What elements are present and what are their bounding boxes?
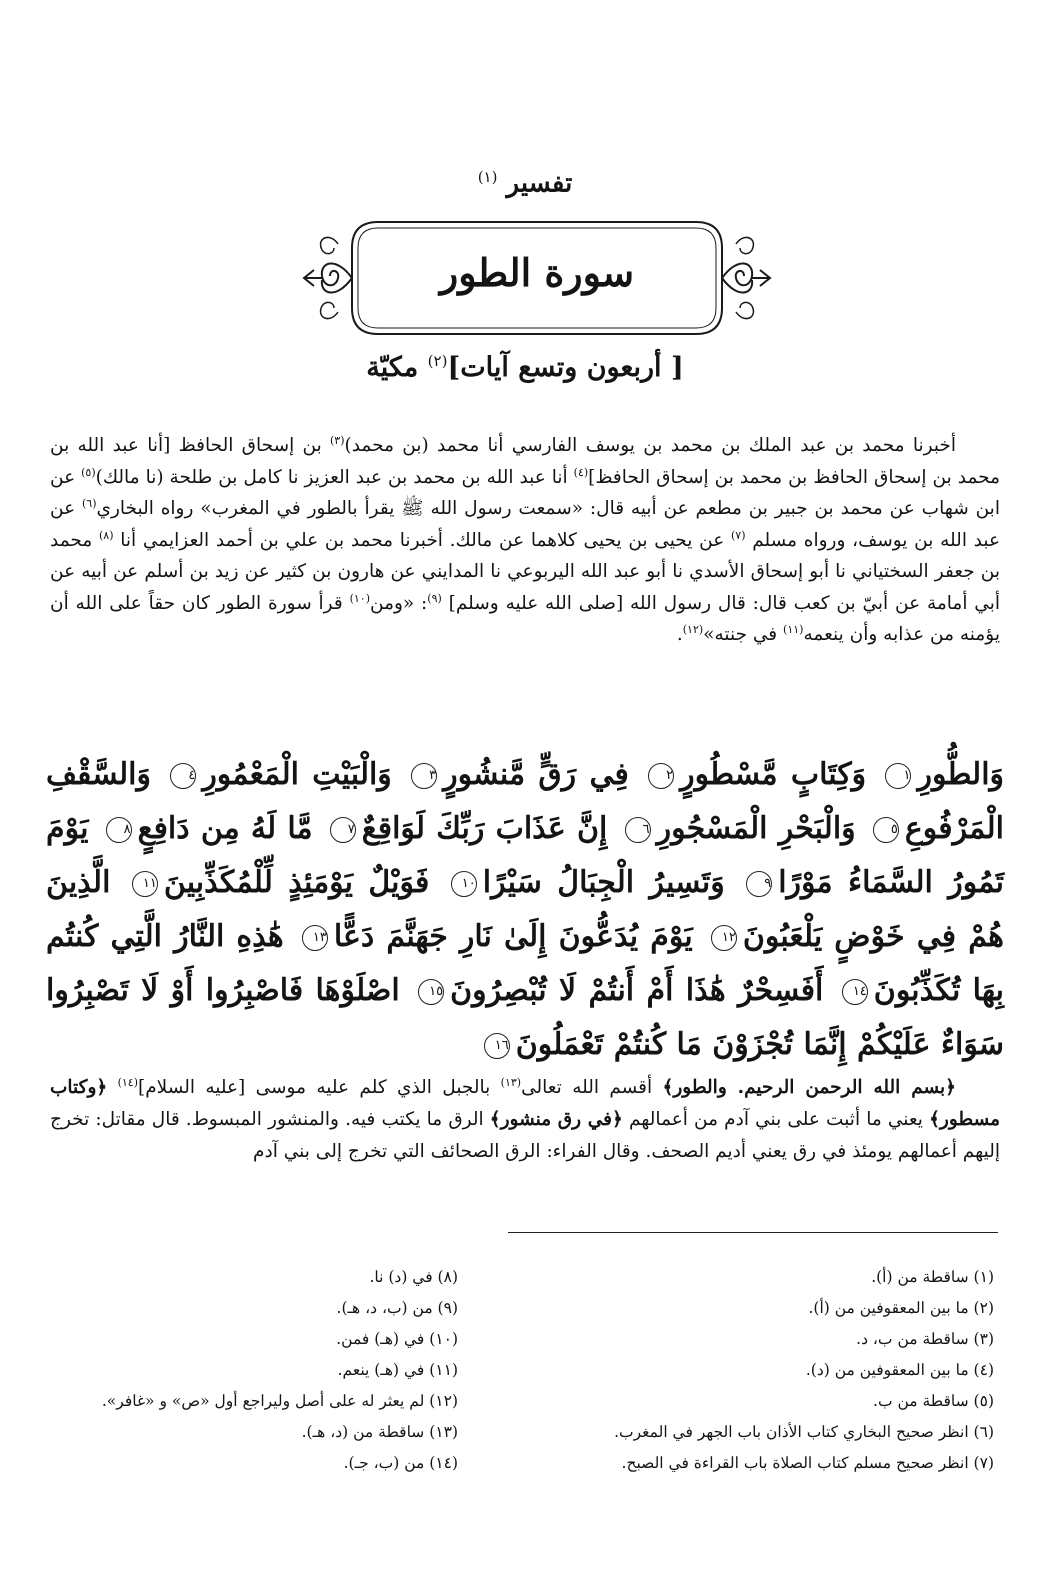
verse-text: وَكِتَابٍ مَّسْطُورٍ bbox=[680, 757, 867, 792]
verse-number-marker: ٤ bbox=[170, 763, 196, 789]
intro-text: أخبرنا محمد بن عبد الملك بن محمد بن يوسف الفارسي أنا محمد (بن محمد) bbox=[344, 435, 956, 456]
footnote-item: (٢) ما بين المعقوفين من (أ). bbox=[808, 1299, 994, 1317]
footnote-separator bbox=[508, 1232, 998, 1233]
commentary-paragraph bbox=[50, 1072, 1000, 1168]
intro-text: عن يحيى بن يحيى كلاهما عن مالك. أخبرنا محمد بن علي بن أحمد العزايمي أنا bbox=[113, 529, 731, 551]
footnote-item: (١٢) لم يعثر له على أصل وليراجع أول «ص» و «غافر». bbox=[101, 1392, 458, 1410]
footnote-item: (٥) ساقطة من ب. bbox=[873, 1392, 994, 1410]
tafsir-heading-text: تفسير bbox=[506, 168, 573, 199]
verse-number-marker: ١٥ bbox=[418, 979, 444, 1005]
footnote-ref: (١١) bbox=[783, 622, 804, 636]
verse-text: إِنَّ عَذَابَ رَبِّكَ لَوَاقِعٌ bbox=[361, 811, 608, 846]
intro-text: في جنته» bbox=[703, 624, 784, 645]
tafsir-heading-note: (١) bbox=[477, 168, 498, 186]
verse-number-marker: ١٦ bbox=[484, 1033, 510, 1059]
commentary-text: أقسم الله تعالى bbox=[521, 1077, 663, 1098]
verse-number-marker: ١٢ bbox=[711, 925, 737, 951]
footnote-ref: (١٤) bbox=[117, 1075, 139, 1089]
tafsir-heading bbox=[0, 168, 1050, 199]
verse-number-marker: ١٤ bbox=[842, 979, 868, 1005]
commentary-text: يعني ما أثبت على بني آدم من أعمالهم bbox=[622, 1109, 930, 1130]
footnote-ref: (٣) bbox=[329, 433, 345, 447]
verse-number-marker: ٨ bbox=[106, 817, 132, 843]
footnote-item: (٧) انظر صحيح مسلم كتاب الصلاة باب القراءة في الصبح. bbox=[621, 1454, 994, 1472]
verse-text: فِي رَقٍّ مَّنشُورٍ bbox=[443, 757, 629, 792]
footnote-ref: (١٠) bbox=[349, 591, 370, 605]
quoted-verse: ﴿في رق منشور﴾ bbox=[489, 1109, 623, 1130]
verse-text: يَوْمَ تَمُورُ السَّمَاءُ مَوْرًا bbox=[46, 811, 1004, 900]
ayah-count-line bbox=[0, 352, 1050, 383]
footnote-item: (٦) انظر صحيح البخاري كتاب الأذان باب الجهر في المغرب. bbox=[614, 1423, 994, 1441]
verse-number-marker: ١ bbox=[885, 763, 911, 789]
footnote-item: (٣) ساقطة من ب، د. bbox=[856, 1330, 994, 1348]
footnote-item: (٤) ما بين المعقوفين من (د). bbox=[805, 1361, 994, 1379]
verse-number-marker: ١١ bbox=[132, 871, 158, 897]
footnote-ref: (٩) bbox=[427, 591, 442, 605]
intro-text: عن عبد الله بن يوسف، ورواه مسلم bbox=[50, 498, 1001, 551]
intro-text: : «ومن bbox=[369, 592, 428, 614]
verse-text: وَتَسِيرُ الْجِبَالُ سَيْرًا bbox=[482, 865, 725, 900]
footnote-ref: (١٣) bbox=[500, 1075, 522, 1089]
ayah-count-text: [ أربعون وتسع آيات] bbox=[447, 352, 684, 383]
footnote-item: (١) ساقطة من (أ). bbox=[871, 1268, 994, 1286]
quoted-verse: ﴿بسم الله الرحمن الرحيم. والطور﴾ bbox=[662, 1077, 957, 1098]
verse-text: يَوْمَ يُدَعُّونَ إِلَىٰ نَارِ جَهَنَّمَ دَعًّا bbox=[333, 919, 693, 954]
verse-text: وَالسَّقْفِ الْمَرْفُوعِ bbox=[46, 757, 1004, 846]
verse-text: وَالْبَيْتِ الْمَعْمُورِ bbox=[202, 757, 392, 792]
isnad-paragraph bbox=[50, 430, 1000, 651]
verse-number-marker: ١٣ bbox=[302, 925, 328, 951]
footnote-ref: (٤) bbox=[573, 465, 589, 479]
footnote-item: (١٠) في (هـ) فمن. bbox=[336, 1330, 458, 1348]
verse-text: هَٰذِهِ النَّارُ الَّتِي كُنتُم بِهَا تُكَذِّبُونَ bbox=[46, 919, 1005, 1008]
verse-number-marker: ٩ bbox=[746, 871, 772, 897]
verse-number-marker: ٢ bbox=[648, 763, 674, 789]
footnote-ref: (٦) bbox=[81, 496, 97, 510]
intro-text: محمد بن جعفر السختياني نا أبو إسحاق الأسدي نا أبو عبد الله اليربوعي نا المدايني عن هارون بن كثير عن زيد بن أسلم عن أبيه عن أبي أمامة عن أبيّ بن كعب قال: قال رسول الله [صلى الله عليه وسلم] bbox=[50, 529, 1001, 614]
verse-number-marker: ٣ bbox=[411, 763, 437, 789]
footnotes-column-right bbox=[534, 1262, 994, 1479]
intro-text: بن إسحاق الحافظ [أنا عبد الله بن محمد بن إسحاق الحافظ بن محمد بن إسحاق الحافظ] bbox=[50, 435, 1000, 488]
footnote-ref: (٨) bbox=[98, 528, 114, 542]
verse-text: وَالطُّورِ bbox=[917, 757, 1005, 792]
verse-text: الَّذِينَ هُمْ فِي خَوْضٍ يَلْعَبُونَ bbox=[46, 865, 1005, 954]
commentary-text bbox=[107, 1077, 117, 1098]
verse-text: اصْلَوْهَا فَاصْبِرُوا أَوْ لَا تَصْبِرُوا سَوَاءٌ عَلَيْكُمْ إِنَّمَا تُجْزَوْنَ مَا كُنتُمْ تَعْمَلُونَ bbox=[46, 973, 1004, 1062]
commentary-text: بالجبل الذي كلم عليه موسى [عليه السلام] bbox=[138, 1077, 501, 1098]
verse-number-marker: ٥ bbox=[873, 817, 899, 843]
footnote-item: (١٤) من (ب، جـ). bbox=[343, 1454, 458, 1472]
intro-text: قرأ سورة الطور كان حقاً على الله أن يؤمنه من عذابه وأن ينعمه bbox=[50, 592, 1000, 645]
footnotes-column-left bbox=[18, 1262, 458, 1479]
intro-text: أنا عبد الله بن محمد بن عبد العزيز نا كامل بن طلحة (نا مالك) bbox=[95, 466, 574, 488]
quoted-verse: ﴿وكتاب مسطور﴾ bbox=[50, 1077, 1000, 1130]
footnote-ref: (١٢) bbox=[682, 622, 704, 636]
verse-number-marker: ٧ bbox=[330, 817, 356, 843]
footnote-item: (٩) من (ب، د، هـ). bbox=[336, 1299, 458, 1317]
verse-text: مَّا لَهُ مِن دَافِعٍ bbox=[137, 811, 313, 846]
footnote-item: (١١) في (هـ) ينعم. bbox=[337, 1361, 458, 1379]
commentary-text: الرق ما يكتب فيه. والمنشور المبسوط. قال مقاتل: تخرج إليهم أعمالهم يومئذ في رق يعني أديم الصحف. وقال الفراء: الرق الصحائف التي تخرج إلى بني آدم bbox=[50, 1109, 1000, 1162]
footnote-item: (٨) في (د) نا. bbox=[369, 1268, 458, 1286]
verse-text: فَوَيْلٌ يَوْمَئِذٍ لِّلْمُكَذِّبِينَ bbox=[163, 865, 430, 900]
quran-verses-block bbox=[46, 748, 1004, 1072]
surah-cartouche bbox=[300, 214, 774, 342]
intro-text: . bbox=[676, 624, 683, 645]
ayah-count-note: (٢) bbox=[427, 352, 448, 370]
footnote-ref: (٥) bbox=[81, 465, 96, 479]
footnote-item: (١٣) ساقطة من (د، هـ). bbox=[301, 1423, 458, 1441]
verse-text: أَفَسِحْرٌ هَٰذَا أَمْ أَنتُمْ لَا تُبْصِرُونَ bbox=[450, 973, 824, 1008]
intro-text: عن ابن شهاب عن محمد بن جبير بن مطعم عن أبيه قال: «سمعت رسول الله ﷺ يقرأ بالطور في المغرب» رواه البخاري bbox=[50, 466, 1000, 519]
verse-number-marker: ٦ bbox=[625, 817, 651, 843]
verse-text: وَالْبَحْرِ الْمَسْجُورِ bbox=[656, 811, 856, 846]
revelation-type: مكيّة bbox=[366, 352, 419, 383]
verse-number-marker: ١٠ bbox=[451, 871, 477, 897]
surah-name: سورة الطور bbox=[439, 250, 635, 295]
footnote-ref: (٧) bbox=[730, 528, 746, 542]
